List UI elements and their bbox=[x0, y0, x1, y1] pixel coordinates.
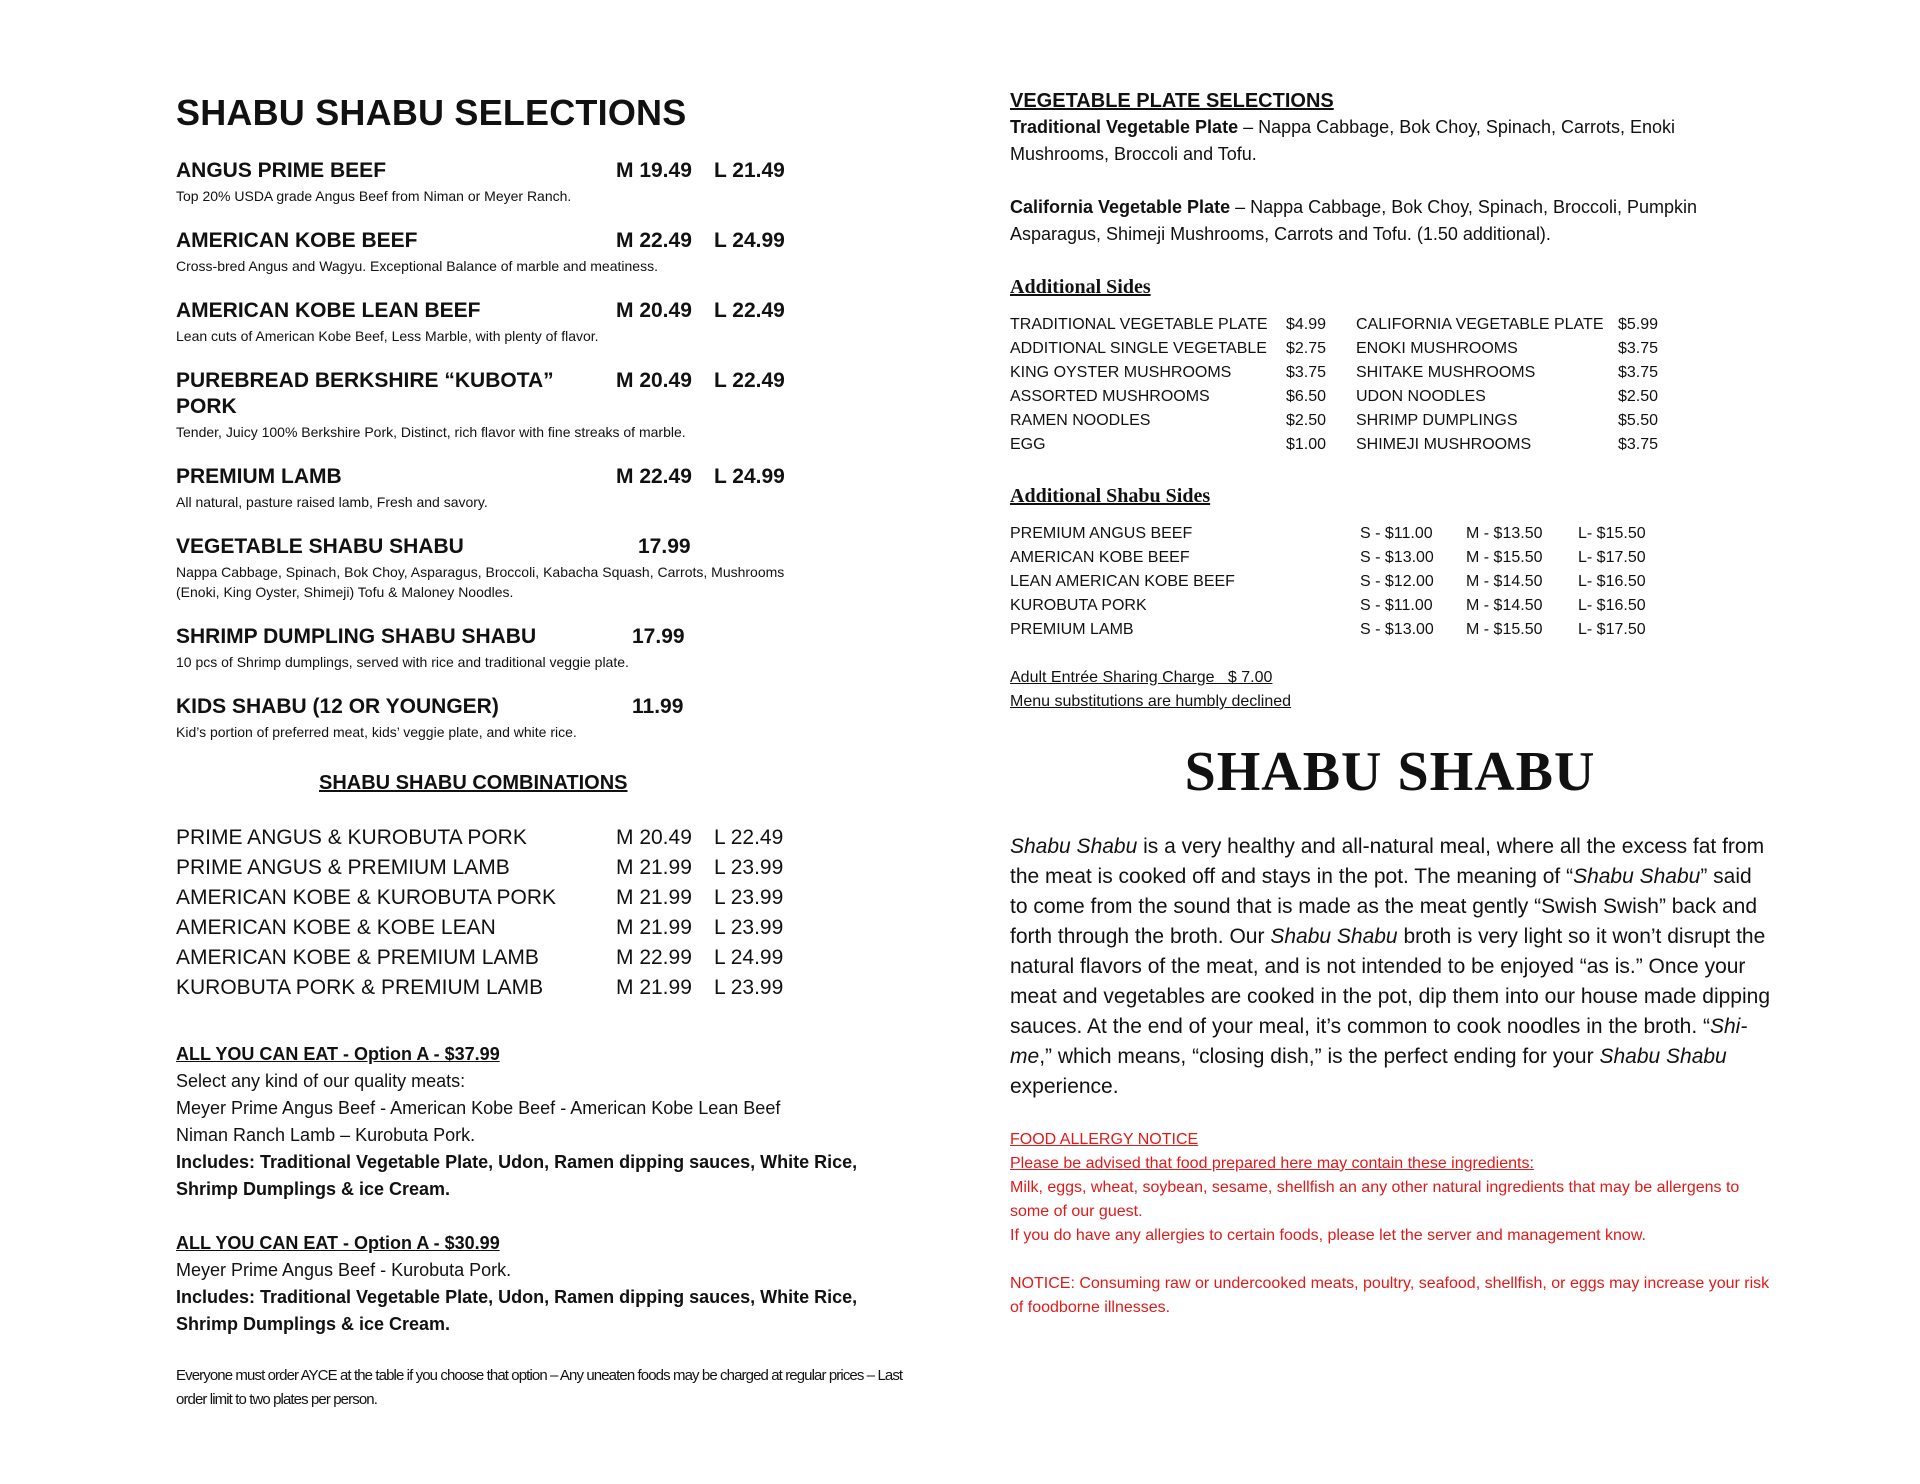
item-price-l: L 24.99 bbox=[714, 229, 785, 252]
combo-row bbox=[176, 943, 916, 973]
shabu-sides-list bbox=[1010, 522, 1770, 642]
allergy-line: Please be advised that food prepared here may contain these ingredients: bbox=[1010, 1155, 1534, 1172]
side-price: $5.99 bbox=[1618, 316, 1659, 333]
shabu-side-s: S - $12.00 bbox=[1360, 573, 1434, 590]
side-price: $3.75 bbox=[1618, 340, 1659, 357]
shabu-side-name: PREMIUM ANGUS BEEF bbox=[1010, 525, 1193, 542]
plate-name: California Vegetable Plate bbox=[1010, 197, 1231, 217]
combo-row bbox=[176, 913, 916, 943]
item-price-l: L 21.49 bbox=[714, 159, 785, 182]
side-price: $3.75 bbox=[1618, 364, 1659, 381]
combo-price-m: M 21.99 bbox=[616, 886, 692, 909]
traditional-plate bbox=[1010, 114, 1770, 168]
item-desc: Tender, Juicy 100% Berkshire Pork, Distinct, rich flavor with fine streaks of marble. bbox=[176, 424, 686, 440]
shabu-side-m: M - $15.50 bbox=[1466, 621, 1543, 638]
shabu-side-m: M - $14.50 bbox=[1466, 597, 1543, 614]
side-name: SHRIMP DUMPLINGS bbox=[1356, 412, 1518, 429]
shabu-side-name: PREMIUM LAMB bbox=[1010, 621, 1134, 638]
combo-name: PRIME ANGUS & KUROBUTA PORK bbox=[176, 826, 527, 849]
menu-item bbox=[176, 534, 916, 602]
side-name: SHITAKE MUSHROOMS bbox=[1356, 364, 1536, 381]
shabu-side-name: LEAN AMERICAN KOBE BEEF bbox=[1010, 573, 1235, 590]
plate-desc: – Nappa Cabbage, Bok Choy, Spinach, Carrots, Enoki Mushrooms, Broccoli and Tofu. bbox=[1010, 117, 1675, 164]
ayce-includes: Includes: Traditional Vegetable Plate, Udon, Ramen dipping sauces, White Rice, Shrimp Dumplings & ice Cream. bbox=[176, 1152, 858, 1199]
ayce-line: Meyer Prime Angus Beef - American Kobe Beef - American Kobe Lean Beef bbox=[176, 1098, 781, 1118]
shabu-side-m: M - $14.50 bbox=[1466, 573, 1543, 590]
shabu-side-l: L- $17.50 bbox=[1578, 621, 1646, 638]
item-price-m: M 20.49 bbox=[616, 369, 692, 392]
item-desc: Kid’s portion of preferred meat, kids’ veggie plate, and white rice. bbox=[176, 724, 577, 740]
ayce-option-a bbox=[176, 1041, 916, 1203]
combo-price-l: L 23.99 bbox=[714, 916, 784, 939]
shabu-side-l: L- $16.50 bbox=[1578, 573, 1646, 590]
right-column bbox=[1010, 88, 1770, 1320]
ayce-line: Niman Ranch Lamb – Kurobuta Pork. bbox=[176, 1125, 476, 1145]
ayce-title: ALL YOU CAN EAT - Option A - $37.99 bbox=[176, 1044, 500, 1064]
item-desc: All natural, pasture raised lamb, Fresh and savory. bbox=[176, 494, 488, 510]
ayce-line: Select any kind of our quality meats: bbox=[176, 1071, 466, 1091]
ayce-fine-print: Everyone must order AYCE at the table if you choose that option – Any uneaten foods may be charged at regular prices – Last order limit to two plates per person. bbox=[176, 1367, 903, 1408]
combo-price-l: L 23.99 bbox=[714, 856, 784, 879]
additional-sides-list bbox=[1010, 313, 1770, 457]
combinations-title: SHABU SHABU COMBINATIONS bbox=[319, 772, 628, 794]
side-name: RAMEN NOODLES bbox=[1010, 412, 1151, 429]
item-name: PREMIUM LAMB bbox=[176, 465, 342, 488]
item-desc: Top 20% USDA grade Angus Beef from Niman or Meyer Ranch. bbox=[176, 188, 572, 204]
item-price-l: L 22.49 bbox=[714, 369, 785, 392]
side-price: $3.75 bbox=[1618, 436, 1659, 453]
additional-sides-title: Additional Sides bbox=[1010, 276, 1151, 298]
shabu-side-s: S - $13.00 bbox=[1360, 549, 1434, 566]
item-name: KIDS SHABU (12 OR YOUNGER) bbox=[176, 695, 499, 718]
item-price-m: M 20.49 bbox=[616, 299, 692, 322]
shabu-side-s: S - $11.00 bbox=[1360, 525, 1433, 542]
menu-item bbox=[176, 624, 916, 672]
item-desc: Cross-bred Angus and Wagyu. Exceptional Balance of marble and meatiness. bbox=[176, 258, 658, 274]
ayce-includes: Includes: Traditional Vegetable Plate, Udon, Ramen dipping sauces, White Rice, Shrimp Dumplings & ice Cream. bbox=[176, 1287, 858, 1334]
item-price: 11.99 bbox=[632, 695, 684, 718]
item-name: AMERICAN KOBE LEAN BEEF bbox=[176, 299, 481, 322]
side-price: $5.50 bbox=[1618, 412, 1659, 429]
menu-item bbox=[176, 298, 916, 346]
shabu-side-s: S - $11.00 bbox=[1360, 597, 1433, 614]
combo-price-m: M 20.49 bbox=[616, 826, 692, 849]
ayce-option-b bbox=[176, 1230, 916, 1338]
menu-item bbox=[176, 228, 916, 276]
side-name: KING OYSTER MUSHROOMS bbox=[1010, 364, 1232, 381]
combo-row bbox=[176, 853, 916, 883]
plate-desc: – Nappa Cabbage, Bok Choy, Spinach, Broccoli, Pumpkin Asparagus, Shimeji Mushrooms, Carrots and Tofu. (1.50 additional). bbox=[1010, 197, 1698, 244]
substitutions-note: Menu substitutions are humbly declined bbox=[1010, 693, 1292, 710]
item-name: PUREBREAD BERKSHIRE “KUBOTA” PORK bbox=[176, 369, 554, 418]
shabu-side-m: M - $13.50 bbox=[1466, 525, 1543, 542]
meat-selections bbox=[176, 158, 916, 742]
side-price: $2.50 bbox=[1618, 388, 1659, 405]
combo-price-m: M 21.99 bbox=[616, 916, 692, 939]
item-name: VEGETABLE SHABU SHABU bbox=[176, 535, 464, 558]
item-price: 17.99 bbox=[638, 535, 691, 558]
item-price-m: M 19.49 bbox=[616, 159, 692, 182]
sharing-charge: Adult Entrée Sharing Charge $ 7.00 bbox=[1010, 669, 1273, 686]
combo-price-l: L 23.99 bbox=[714, 886, 784, 909]
menu-item bbox=[176, 158, 916, 206]
side-name: UDON NOODLES bbox=[1356, 388, 1486, 405]
combinations-list bbox=[176, 823, 916, 1003]
combo-price-m: M 22.99 bbox=[616, 946, 692, 969]
ayce-line: Meyer Prime Angus Beef - Kurobuta Pork. bbox=[176, 1260, 512, 1280]
item-name: ANGUS PRIME BEEF bbox=[176, 159, 387, 182]
allergy-title: FOOD ALLERGY NOTICE bbox=[1010, 1131, 1199, 1148]
item-price: 17.99 bbox=[632, 625, 685, 648]
combo-row bbox=[176, 973, 916, 1003]
side-price: $1.00 bbox=[1286, 436, 1327, 453]
side-name: ASSORTED MUSHROOMS bbox=[1010, 388, 1210, 405]
item-price-m: M 22.49 bbox=[616, 465, 692, 488]
side-name: ENOKI MUSHROOMS bbox=[1356, 340, 1518, 357]
item-price-m: M 22.49 bbox=[616, 229, 692, 252]
shabu-side-l: L- $17.50 bbox=[1578, 549, 1646, 566]
item-price-l: L 24.99 bbox=[714, 465, 785, 488]
shabu-shabu-heading: SHABU SHABU bbox=[1184, 741, 1596, 803]
menu-item bbox=[176, 368, 916, 442]
allergy-line: Milk, eggs, wheat, soybean, sesame, shellfish an any other natural ingredients that may be allergens to some of our guest. bbox=[1010, 1179, 1740, 1220]
side-name: TRADITIONAL VEGETABLE PLATE bbox=[1010, 316, 1268, 333]
left-column bbox=[176, 92, 916, 1412]
shabu-side-name: AMERICAN KOBE BEEF bbox=[1010, 549, 1190, 566]
side-price: $2.50 bbox=[1286, 412, 1327, 429]
item-name: SHRIMP DUMPLING SHABU SHABU bbox=[176, 625, 537, 648]
side-name: SHIMEJI MUSHROOMS bbox=[1356, 436, 1532, 453]
side-name: EGG bbox=[1010, 436, 1046, 453]
allergy-notice bbox=[1010, 1128, 1770, 1248]
item-desc: 10 pcs of Shrimp dumplings, served with rice and traditional veggie plate. bbox=[176, 654, 629, 670]
item-price-l: L 22.49 bbox=[714, 299, 785, 322]
side-name: CALIFORNIA VEGETABLE PLATE bbox=[1356, 316, 1604, 333]
combo-name: AMERICAN KOBE & PREMIUM LAMB bbox=[176, 946, 539, 969]
item-name: AMERICAN KOBE BEEF bbox=[176, 229, 418, 252]
side-price: $2.75 bbox=[1286, 340, 1327, 357]
side-name: ADDITIONAL SINGLE VEGETABLE bbox=[1010, 340, 1267, 357]
item-desc: Lean cuts of American Kobe Beef, Less Marble, with plenty of flavor. bbox=[176, 328, 599, 344]
combo-name: PRIME ANGUS & PREMIUM LAMB bbox=[176, 856, 510, 879]
allergy-line: If you do have any allergies to certain foods, please let the server and management know. bbox=[1010, 1227, 1646, 1244]
shabu-sides-title: Additional Shabu Sides bbox=[1010, 485, 1211, 507]
shabu-side-l: L- $16.50 bbox=[1578, 597, 1646, 614]
selections-title: SHABU SHABU SELECTIONS bbox=[176, 92, 687, 133]
side-price: $6.50 bbox=[1286, 388, 1327, 405]
side-price: $4.99 bbox=[1286, 316, 1327, 333]
shabu-side-name: KUROBUTA PORK bbox=[1010, 597, 1147, 614]
combo-price-m: M 21.99 bbox=[616, 976, 692, 999]
shabu-side-m: M - $15.50 bbox=[1466, 549, 1543, 566]
veg-plate-title: VEGETABLE PLATE SELECTIONS bbox=[1010, 90, 1334, 112]
consumption-notice: NOTICE: Consuming raw or undercooked meats, poultry, seafood, shellfish, or eggs may increase your risk of foodborne illnesses. bbox=[1010, 1275, 1770, 1316]
item-desc: Nappa Cabbage, Spinach, Bok Choy, Asparagus, Broccoli, Kabacha Squash, Carrots, Mushrooms (Enoki, King Oyster, Shimeji) Tofu & Maloney Noodles. bbox=[176, 564, 785, 600]
combo-row bbox=[176, 823, 916, 853]
shabu-side-l: L- $15.50 bbox=[1578, 525, 1646, 542]
combo-row bbox=[176, 883, 916, 913]
plate-name: Traditional Vegetable Plate bbox=[1010, 117, 1239, 137]
shabu-story: Shabu Shabu is a very healthy and all-natural meal, where all the excess fat from the meat is cooked off and stays in the pot. The meaning of “Shabu Shabu” said to come from the sound that is made as the meat gently “Swish Swish” back and forth through the broth. Our Shabu Shabu broth is very light so it won’t disrupt the natural flavors of the meat, and is not intended to be enjoyed “as is.” Once your meat and vegetables are cooked in the pot, dip them into our house made dipping sauces. At the end of your meal, it’s common to cook noodles in the broth. “Shi-me,” which means, “closing dish,” is the perfect ending for your Shabu Shabu experience. bbox=[1010, 835, 1771, 1098]
menu-item bbox=[176, 464, 916, 512]
combo-price-l: L 23.99 bbox=[714, 976, 784, 999]
combo-name: AMERICAN KOBE & KOBE LEAN bbox=[176, 916, 496, 939]
shabu-side-s: S - $13.00 bbox=[1360, 621, 1434, 638]
combo-name: AMERICAN KOBE & KUROBUTA PORK bbox=[176, 886, 557, 909]
menu-item bbox=[176, 694, 916, 742]
california-plate bbox=[1010, 194, 1770, 248]
combo-price-m: M 21.99 bbox=[616, 856, 692, 879]
combo-price-l: L 24.99 bbox=[714, 946, 784, 969]
combo-price-l: L 22.49 bbox=[714, 826, 784, 849]
combo-name: KUROBUTA PORK & PREMIUM LAMB bbox=[176, 976, 544, 999]
ayce-title: ALL YOU CAN EAT - Option A - $30.99 bbox=[176, 1233, 500, 1253]
side-price: $3.75 bbox=[1286, 364, 1327, 381]
